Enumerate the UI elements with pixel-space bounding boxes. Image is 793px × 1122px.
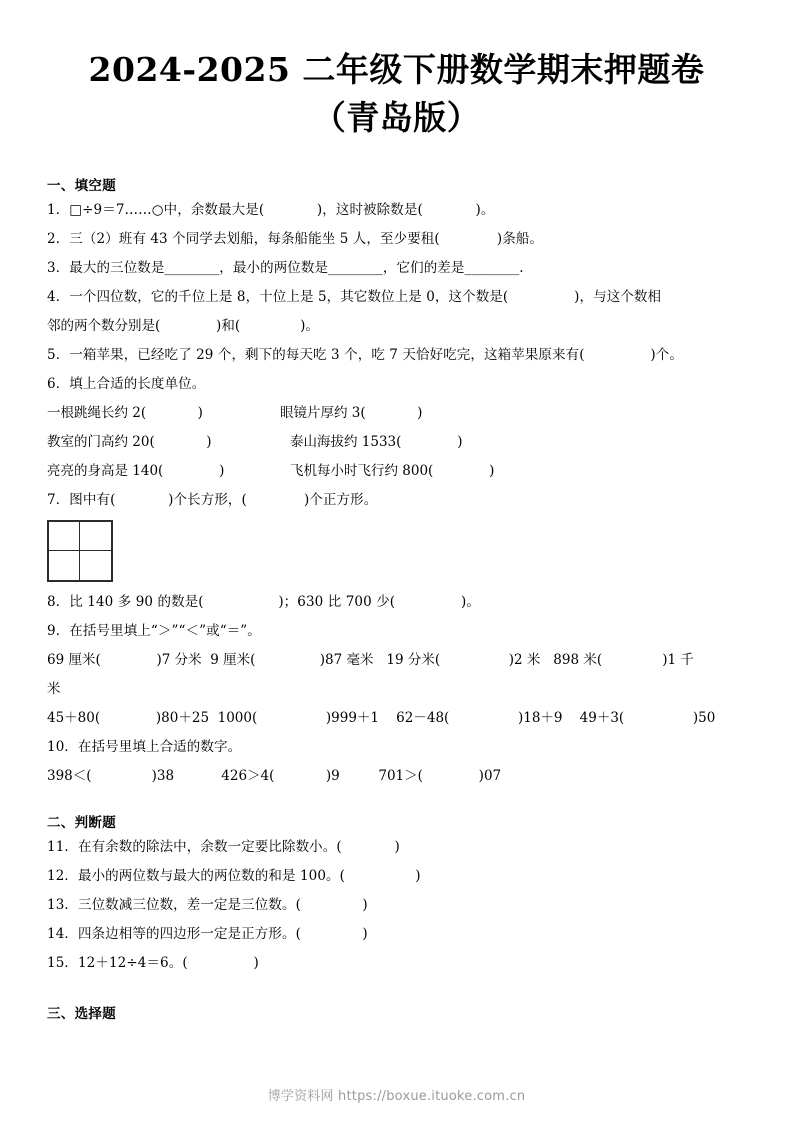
question-4-continuation: 邻的两个数分别是( )和( )。 (47, 318, 319, 334)
unit-row-1 (47, 399, 746, 428)
compare-row-1: 69 厘米( )7 分米 9 厘米( )87 毫米 19 分米( )2 米 898 米( )1 千 (47, 652, 694, 668)
question-1: 1．□÷9＝7……○中，余数最大是( )，这时被除数是( )。 (47, 202, 495, 218)
page-title-line2: （青岛版） (312, 98, 481, 137)
section-heading-true-false: 二、判断题 (47, 815, 116, 831)
question-14: 14．四条边相等的四边形一定是正方形。( ) (47, 926, 368, 942)
question-12: 12．最小的两位数与最大的两位数的和是 100。( ) (47, 868, 421, 884)
unit-item-classroom-door: 教室的门高约 20( ) (47, 434, 212, 450)
unit-item-lens-thickness: 眼镜片厚约 3( ) (280, 405, 423, 421)
grid-cell-bottom-right (80, 551, 111, 580)
question-8: 8．比 140 多 90 的数是( )；630 比 700 少( )。 (47, 594, 480, 610)
question-6: 6．填上合适的长度单位。 (47, 376, 206, 392)
unit-item-jump-rope: 一根跳绳长约 2( ) (47, 405, 203, 421)
question-3: 3．最大的三位数是________，最小的两位数是________，它们的差是________. (47, 260, 524, 276)
question-15: 15．12＋12÷4＝6。( ) (47, 955, 259, 971)
page-title-line1: 2024-2025 二年级下册数学期末押题卷 (88, 50, 705, 89)
unit-row-3 (47, 457, 746, 486)
unit-item-liangliang-height: 亮亮的身高是 140( ) (47, 463, 225, 479)
page-title (47, 0, 746, 142)
question-5: 5．一箱苹果，已经吃了 29 个，剩下的每天吃 3 个，吃 7 天恰好吃完，这箱苹果原来有( )个。 (47, 347, 683, 363)
unit-row-2 (47, 428, 746, 457)
question-10-prompt: 10．在括号里填上合适的数字。 (47, 739, 242, 755)
section-heading-multiple-choice: 三、选择题 (47, 1006, 116, 1022)
watermark: 博学资料网 https://boxue.ituoke.com.cn (267, 1089, 526, 1104)
compare-row-1-continuation: 米 (47, 681, 61, 697)
question-7: 7．图中有( )个长方形，( )个正方形。 (47, 492, 378, 508)
grid-cell-top-right (80, 522, 111, 551)
section-heading-fill-in-blank: 一、填空题 (47, 178, 116, 194)
question-2: 2．三（2）班有 43 个同学去划船，每条船能坐 5 人，至少要租( )条船。 (47, 231, 544, 247)
unit-item-taishan-elevation: 泰山海拔约 1533( ) (290, 434, 463, 450)
question-9-prompt: 9．在括号里填上“＞”“＜”或“＝”。 (47, 623, 261, 639)
question-4: 4．一个四位数，它的千位上是 8，十位上是 5，其它数位上是 0，这个数是( )，与这个数相 (47, 289, 662, 305)
question-11: 11．在有余数的除法中，余数一定要比除数小。( ) (47, 839, 400, 855)
unit-item-airplane-speed: 飞机每小时飞行约 800( ) (290, 463, 495, 479)
question-13: 13．三位数减三位数，差一定是三位数。( ) (47, 897, 368, 913)
fill-digit-row: 398＜( )38 426＞4( )9 701＞( )07 (47, 768, 502, 784)
compare-row-2: 45＋80( )80＋25 1000( )999＋1 62－48( )18＋9 49＋3( )50 (47, 710, 716, 726)
